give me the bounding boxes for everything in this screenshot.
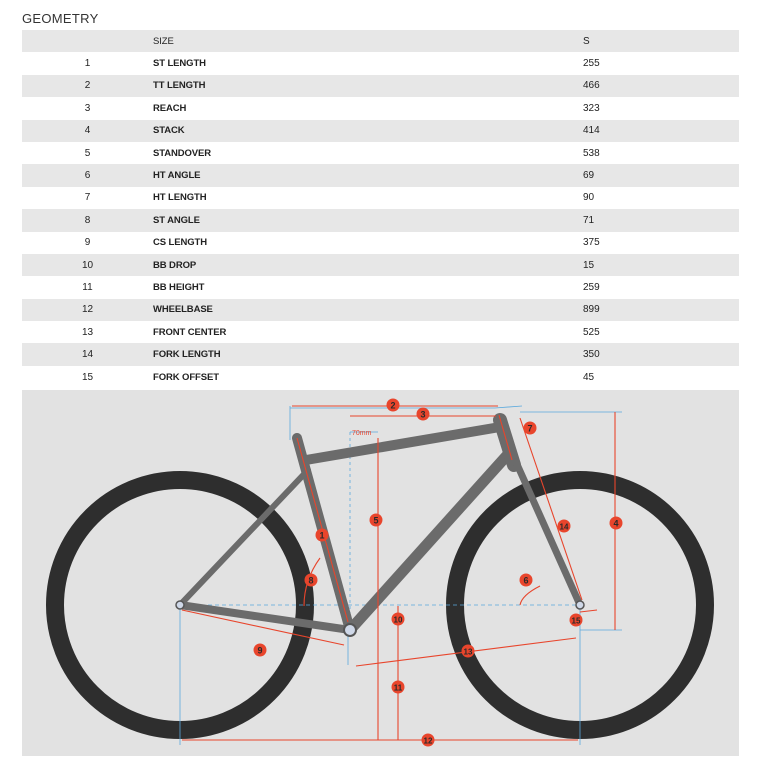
row-number: 5 xyxy=(84,147,91,159)
row-number: 12 xyxy=(81,304,94,316)
row-measure-value: 71 xyxy=(583,214,595,226)
row-measure-name: TT LENGTH xyxy=(153,80,206,92)
row-measure-value: 259 xyxy=(583,281,600,293)
row-measure-value: 45 xyxy=(583,371,595,383)
marker-2 xyxy=(387,399,400,412)
header-num xyxy=(22,30,153,52)
marker-4 xyxy=(610,517,623,530)
row-measure-name: REACH xyxy=(153,102,187,114)
table-row xyxy=(22,232,739,254)
row-number: 8 xyxy=(84,214,91,226)
marker-14 xyxy=(558,520,571,533)
table-row xyxy=(22,187,739,209)
marker-9 xyxy=(254,644,267,657)
svg-text:15: 15 xyxy=(571,616,581,626)
row-measure-value: 15 xyxy=(583,259,595,271)
row-measure-name: WHEELBASE xyxy=(153,304,213,316)
header-size-value: S xyxy=(583,35,590,47)
svg-text:3: 3 xyxy=(420,409,426,420)
bottom-bracket xyxy=(344,624,356,636)
row-measure-name: FRONT CENTER xyxy=(153,326,227,338)
svg-text:12: 12 xyxy=(423,736,433,746)
row-measure-value: 69 xyxy=(583,170,595,182)
svg-text:14: 14 xyxy=(559,522,569,532)
page-title: GEOMETRY xyxy=(22,11,99,26)
svg-text:10: 10 xyxy=(393,615,403,625)
row-measure-value: 414 xyxy=(583,125,600,137)
marker-8 xyxy=(305,574,318,587)
table-row xyxy=(22,321,739,343)
svg-text:9: 9 xyxy=(257,645,263,656)
row-measure-value: 255 xyxy=(583,58,600,70)
marker-7 xyxy=(524,422,537,435)
row-measure-value: 899 xyxy=(583,304,600,316)
row-measure-name: CS LENGTH xyxy=(153,237,207,249)
row-number: 7 xyxy=(84,192,91,204)
marker-3 xyxy=(417,408,430,421)
row-number: 11 xyxy=(82,281,93,293)
table-row xyxy=(22,97,739,119)
row-measure-name: BB DROP xyxy=(153,259,197,271)
table-row xyxy=(22,142,739,164)
marker-15 xyxy=(570,614,583,627)
row-measure-value: 466 xyxy=(583,80,600,92)
row-measure-name: HT ANGLE xyxy=(153,170,201,182)
table-row xyxy=(22,276,739,298)
table-row xyxy=(22,52,739,74)
svg-text:13: 13 xyxy=(463,647,473,657)
row-number: 14 xyxy=(81,349,94,361)
table-header-row xyxy=(22,30,739,52)
row-measure-name: FORK LENGTH xyxy=(153,349,221,361)
table-row xyxy=(22,343,739,365)
geometry-diagram xyxy=(22,390,739,756)
row-measure-value: 323 xyxy=(583,102,600,114)
row-number: 2 xyxy=(84,80,91,92)
table-row xyxy=(22,209,739,231)
svg-text:5: 5 xyxy=(373,515,379,526)
marker-13 xyxy=(462,645,475,658)
row-measure-value: 90 xyxy=(583,192,595,204)
table-row xyxy=(22,299,739,321)
row-number: 1 xyxy=(84,58,91,70)
row-measure-value: 375 xyxy=(583,237,600,249)
marker-12 xyxy=(422,734,435,747)
row-measure-name: ST ANGLE xyxy=(153,214,200,226)
bike-geometry-svg xyxy=(22,390,739,756)
svg-text:6: 6 xyxy=(523,575,529,586)
row-measure-value: 350 xyxy=(583,349,600,361)
geometry-table xyxy=(22,30,739,388)
row-number: 3 xyxy=(84,102,91,114)
row-measure-name: BB HEIGHT xyxy=(153,281,205,293)
marker-11 xyxy=(392,681,405,694)
svg-text:8: 8 xyxy=(308,575,314,586)
row-number: 4 xyxy=(84,125,91,137)
row-measure-name: ST LENGTH xyxy=(153,58,206,70)
marker-6 xyxy=(520,574,533,587)
table-row xyxy=(22,254,739,276)
row-number: 10 xyxy=(81,259,94,271)
offset-label: 70mm xyxy=(352,430,372,437)
row-number: 13 xyxy=(81,326,94,338)
svg-text:2: 2 xyxy=(390,400,396,411)
front-axle xyxy=(576,601,584,609)
svg-text:7: 7 xyxy=(527,423,533,434)
marker-10 xyxy=(392,613,405,626)
header-size-label: SIZE xyxy=(153,35,174,47)
svg-text:11: 11 xyxy=(393,683,403,693)
row-measure-name: FORK OFFSET xyxy=(153,371,219,383)
rear-axle xyxy=(176,601,184,609)
svg-text:1: 1 xyxy=(319,530,325,541)
table-row xyxy=(22,75,739,97)
table-row xyxy=(22,120,739,142)
row-measure-name: STANDOVER xyxy=(153,147,212,159)
row-number: 15 xyxy=(81,371,94,383)
marker-1 xyxy=(316,529,329,542)
row-number: 6 xyxy=(84,170,91,182)
row-measure-value: 538 xyxy=(583,147,600,159)
svg-text:4: 4 xyxy=(613,518,619,529)
row-measure-name: HT LENGTH xyxy=(153,192,207,204)
row-measure-value: 525 xyxy=(583,326,600,338)
table-row xyxy=(22,164,739,186)
row-measure-name: STACK xyxy=(153,125,185,137)
table-row xyxy=(22,366,739,388)
marker-5 xyxy=(370,514,383,527)
row-number: 9 xyxy=(84,237,91,249)
